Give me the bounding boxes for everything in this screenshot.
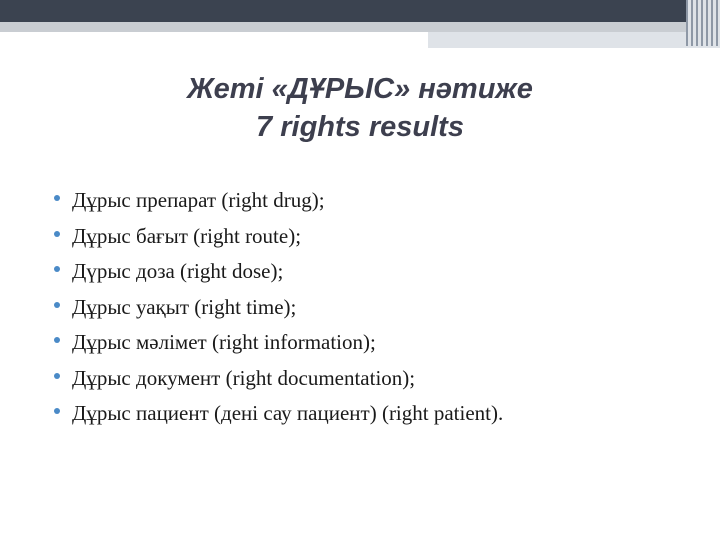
bullet-icon: [54, 408, 60, 414]
bullet-icon: [54, 195, 60, 201]
bullet-icon: [54, 302, 60, 308]
bullet-list: [50, 184, 700, 433]
bullet-item: [50, 255, 700, 291]
header-band-dark: [0, 0, 720, 22]
bullet-item: [50, 362, 700, 398]
bullet-text: Дұрыс документ (right documentation);: [72, 365, 416, 390]
bullet-text: Дұрыс бағыт (right route);: [72, 223, 302, 248]
bullet-text: Дүрыс доза (right dose);: [72, 259, 284, 283]
bullet-icon: [54, 373, 60, 379]
bullet-item: [50, 184, 700, 220]
bullet-icon: [54, 337, 60, 343]
bullet-item: [50, 397, 700, 433]
bullet-text: Дұрыс мәлімет (right information);: [72, 330, 376, 354]
header-band-gap: [0, 32, 428, 48]
header-band-accent: [428, 32, 720, 48]
bullet-text: Дұрыс препарат (right drug);: [72, 188, 325, 212]
bullet-text: Дұрыс уақыт (right time);: [72, 294, 297, 319]
bullet-item: [50, 220, 700, 256]
bullet-item: [50, 326, 700, 362]
bullet-icon: [54, 266, 60, 272]
slide-title-line-1: Жеті «ДҰРЫС» нәтиже: [187, 73, 533, 105]
slide-title-line-2: 7 rights results: [256, 111, 464, 143]
bullet-text: Дұрыс пациент (дені сау пациент) (right patient).: [72, 401, 504, 425]
header-stripes-decoration: [686, 0, 720, 46]
bullet-item: [50, 291, 700, 327]
slide-title: [0, 70, 720, 146]
bullet-icon: [54, 231, 60, 237]
